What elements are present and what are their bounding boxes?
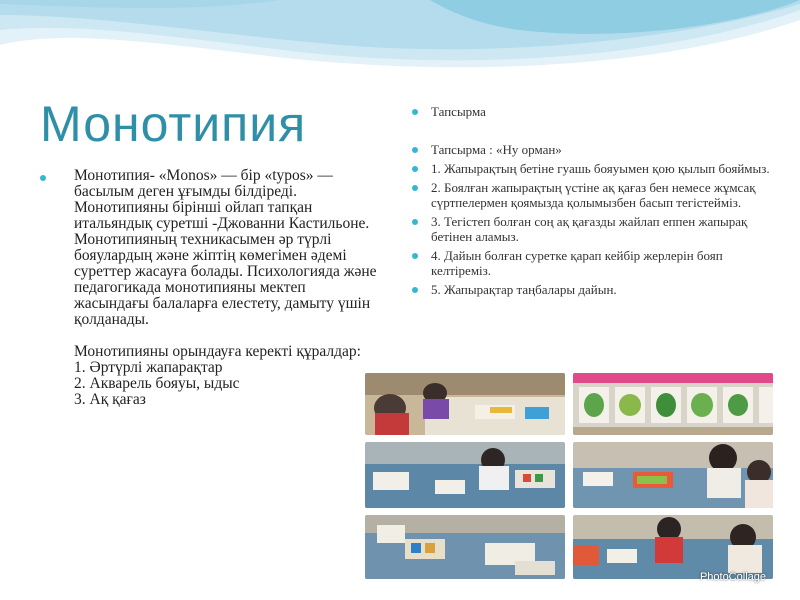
decorative-wave-header bbox=[0, 0, 800, 110]
photo-children-painting-2 bbox=[365, 442, 565, 508]
task-step-5-text: 5. Жапырақтар таңбалары дайын. bbox=[431, 282, 617, 297]
task-step-1-text: 1. Жапырақтың бетіне гуашь бояуымен қою қылып бояймыз. bbox=[431, 161, 770, 176]
collage-watermark: PhotoCollage bbox=[699, 571, 766, 583]
task-step-1 bbox=[412, 161, 782, 176]
intro-paragraph: Монотипия- «Monos» — бір «typos» — басылым деген ұғымды білдіреді. Монотипияны бірінші ойлап тапқан итальяндық суретші -Джованни Кастильоне. bbox=[74, 167, 370, 232]
task-step-2-text: 2. Боялған жапырақтың үстіне ақ қағаз бен немесе жұмсақ сүртпелермен қоямызда қолымызбен басып тегістейміз. bbox=[431, 180, 756, 210]
bullet-icon bbox=[412, 219, 418, 225]
bullet-icon bbox=[412, 253, 418, 259]
task-title: Тапсырма : «Ну орман» bbox=[431, 142, 562, 157]
task-list bbox=[412, 104, 782, 301]
bullet-icon bbox=[412, 287, 418, 293]
tool-item-2: 2. Акварель бояуы, ыдыс bbox=[74, 375, 240, 392]
slide-title: Монотипия bbox=[40, 96, 307, 152]
tool-item-1: 1. Әртүрлі жапарақтар bbox=[74, 359, 223, 376]
photo-child-with-prints bbox=[573, 442, 773, 508]
bullet-icon bbox=[412, 185, 418, 191]
bullet-icon bbox=[40, 175, 46, 181]
left-body bbox=[40, 168, 380, 408]
photo-art-materials bbox=[365, 515, 565, 579]
tool-item-3: 3. Ақ қағаз bbox=[74, 391, 146, 408]
task-step-4 bbox=[412, 248, 782, 278]
task-title-item bbox=[412, 142, 782, 157]
task-heading-item bbox=[412, 104, 782, 119]
task-step-3 bbox=[412, 214, 782, 244]
photo-leaf-prints-wall bbox=[573, 373, 773, 435]
bullet-icon bbox=[412, 166, 418, 172]
bullet-icon bbox=[412, 147, 418, 153]
tools-heading: Монотипияны орындауға керекті құралдар: bbox=[74, 343, 361, 360]
task-step-2 bbox=[412, 180, 782, 210]
photo-children-painting-1 bbox=[365, 373, 565, 435]
task-step-3-text: 3. Тегістеп болған соң ақ қағазды жайлап еппен жапырақ бетінен аламыз. bbox=[431, 214, 748, 244]
photo-finished-work bbox=[573, 515, 773, 579]
task-heading: Тапсырма bbox=[431, 104, 486, 119]
left-text-block bbox=[40, 168, 380, 408]
task-step-5 bbox=[412, 282, 782, 297]
technique-paragraph: Монотипияның техникасымен әр түрлі бояулардың және жіптің көмегімен әдемі суреттер жасауға болады. Психологияда және педагогикада монотипияны мектеп жасындағы балаларға елестету, дамыту үшін қолданады. bbox=[74, 231, 377, 328]
photo-collage bbox=[360, 368, 780, 586]
task-step-4-text: 4. Дайын болған суретке қарап кейбір жерлерін бояп келтіреміз. bbox=[431, 248, 723, 278]
bullet-icon bbox=[412, 109, 418, 115]
